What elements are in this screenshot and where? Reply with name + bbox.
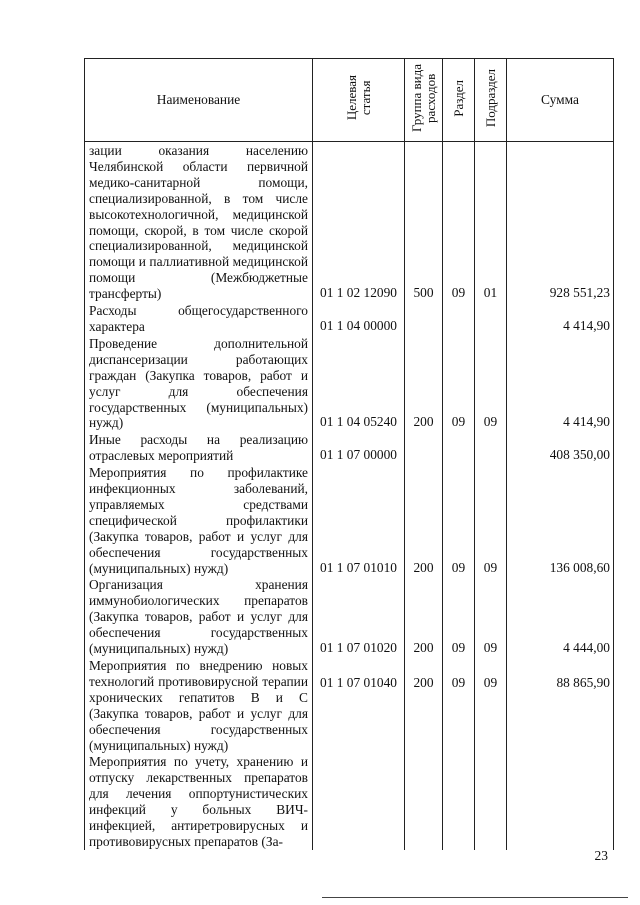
row-group: 200 xyxy=(405,464,443,576)
header-name-cell xyxy=(85,59,313,142)
row-group xyxy=(405,431,443,464)
header-target-cell xyxy=(313,59,405,142)
row-sum: 928 551,23 xyxy=(507,142,614,303)
row-subsection xyxy=(475,302,507,335)
table-row xyxy=(85,431,614,464)
row-sum: 4 414,90 xyxy=(507,335,614,431)
header-name: Наименование xyxy=(156,92,241,108)
header-group: Группа вида расходов xyxy=(408,64,438,133)
row-target-code xyxy=(313,753,405,849)
table-header-row xyxy=(85,59,614,142)
row-sum: 88 865,90 xyxy=(507,657,614,753)
row-name: Расходы общегосударственного характера xyxy=(85,302,313,335)
table-row xyxy=(85,464,614,576)
row-section xyxy=(443,431,475,464)
table-row xyxy=(85,142,614,303)
row-target-code: 01 1 04 05240 xyxy=(313,335,405,431)
table-row xyxy=(85,302,614,335)
row-section: 09 xyxy=(443,576,475,657)
row-target-code: 01 1 04 00000 xyxy=(313,302,405,335)
header-target: Целевая статья xyxy=(343,75,373,121)
row-section: 09 xyxy=(443,464,475,576)
row-name: Проведение дополнительной диспансеризации работающих граждан (Закупка товаров, работ и услуг для обеспечения государственных (муниципальных) нужд) xyxy=(85,335,313,431)
row-group: 200 xyxy=(405,657,443,753)
row-group: 200 xyxy=(405,335,443,431)
row-sum: 4 414,90 xyxy=(507,302,614,335)
row-subsection: 09 xyxy=(475,657,507,753)
row-target-code: 01 1 02 12090 xyxy=(313,142,405,303)
row-section xyxy=(443,302,475,335)
row-section: 09 xyxy=(443,335,475,431)
row-subsection: 09 xyxy=(475,576,507,657)
header-subsection-cell xyxy=(475,59,507,142)
header-group-cell xyxy=(405,59,443,142)
page-number: 23 xyxy=(594,848,608,863)
row-subsection: 09 xyxy=(475,335,507,431)
table-row xyxy=(85,335,614,431)
row-subsection: 09 xyxy=(475,464,507,576)
row-name: зации оказания населению Челябинской области первичной медико-санитарной помощи, специализированной, в том числе высокотехнологичной, медицинской помощи, скорой, в том числе скорой специализированной, медицинской помощи и паллиативной медицинской помощи (Межбюджетные трансферты) xyxy=(85,142,313,303)
header-section-cell xyxy=(443,59,475,142)
row-sum xyxy=(507,753,614,849)
row-section xyxy=(443,753,475,849)
table-row xyxy=(85,657,614,753)
row-subsection: 01 xyxy=(475,142,507,303)
row-name: Мероприятия по учету, хранению и отпуску лекарственных препаратов для лечения оппортунистических инфекций у больных ВИЧ-инфекцией, антиретровирусных и противовирусных препаратов (За- xyxy=(85,753,313,849)
footer-rule xyxy=(322,897,628,898)
row-name: Иные расходы на реализацию отраслевых мероприятий xyxy=(85,431,313,464)
row-name: Мероприятия по профилактике инфекционных заболеваний, управляемых средствами специфической профилактики (Закупка товаров, работ и услуг для обеспечения государственных (муниципальных) нужд) xyxy=(85,464,313,576)
row-target-code: 01 1 07 01010 xyxy=(313,464,405,576)
row-subsection xyxy=(475,431,507,464)
row-name: Организация хранения иммунобиологических препаратов (Закупка товаров, работ и услуг для обеспечения государственных (муниципальных) нужд) xyxy=(85,576,313,657)
row-target-code: 01 1 07 00000 xyxy=(313,431,405,464)
header-section: Раздел xyxy=(450,79,466,117)
row-sum: 4 444,00 xyxy=(507,576,614,657)
row-target-code: 01 1 07 01040 xyxy=(313,657,405,753)
table-row xyxy=(85,576,614,657)
row-group xyxy=(405,302,443,335)
table-row xyxy=(85,753,614,849)
row-group: 500 xyxy=(405,142,443,303)
header-subsection: Подраздел xyxy=(482,68,498,128)
header-sum-cell xyxy=(507,59,614,142)
budget-table xyxy=(84,58,614,850)
row-sum: 136 008,60 xyxy=(507,464,614,576)
row-sum: 408 350,00 xyxy=(507,431,614,464)
row-section: 09 xyxy=(443,657,475,753)
row-target-code: 01 1 07 01020 xyxy=(313,576,405,657)
row-group xyxy=(405,753,443,849)
row-subsection xyxy=(475,753,507,849)
row-name: Мероприятия по внедрению новых технологий противовирусной терапии хронических гепатитов В и С (Закупка товаров, работ и услуг для обеспечения государственных (муниципальных) нужд) xyxy=(85,657,313,753)
row-group: 200 xyxy=(405,576,443,657)
row-section: 09 xyxy=(443,142,475,303)
header-sum: Сумма xyxy=(541,92,579,108)
